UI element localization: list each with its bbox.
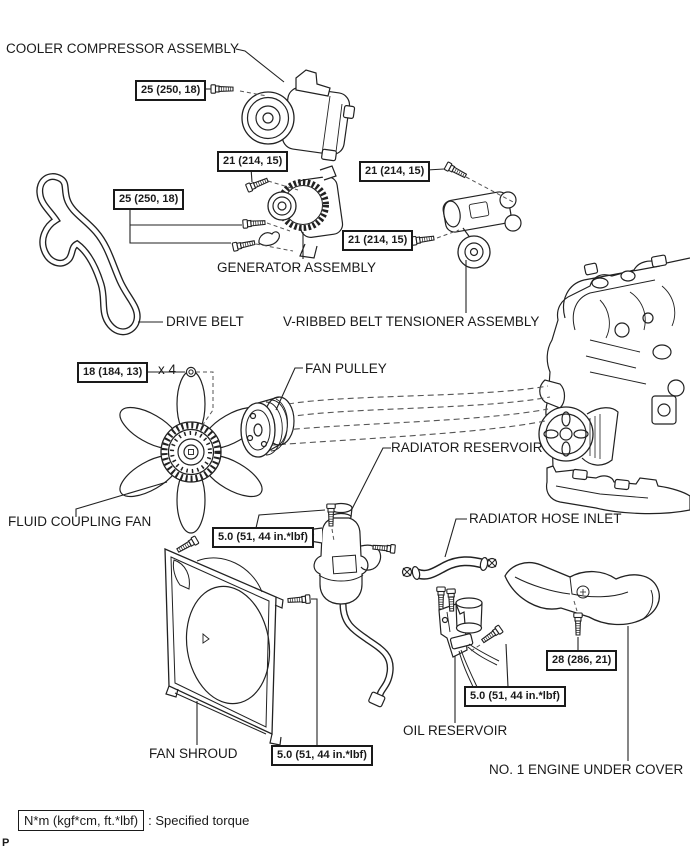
label-fan-shroud: FAN SHROUD (149, 746, 238, 761)
bolt-icon (176, 536, 199, 554)
torque-callout-generator-top-bolt: 21 (214, 15) (217, 151, 288, 172)
generator-drawing (259, 166, 344, 258)
torque-callout-generator-lower-bolts: 25 (250, 18) (113, 189, 184, 210)
oil-reservoir-drawing (439, 598, 499, 691)
compressor-drawing (242, 70, 355, 161)
bolt-icon (232, 239, 255, 252)
label-fan-pulley: FAN PULLEY (305, 361, 387, 376)
bolt-icon (444, 162, 467, 180)
fan-shroud-drawing (165, 549, 283, 745)
torque-legend (18, 810, 249, 831)
belt-routing-dashed-lines (260, 386, 550, 446)
torque-callout-fan-nuts: 18 (184, 13) (77, 362, 148, 383)
bolt-icon (373, 543, 396, 553)
torque-callout-shroud-bolts: 5.0 (51, 44 in.*lbf) (271, 745, 373, 766)
bolt-icon (211, 85, 233, 93)
label-generator: GENERATOR ASSEMBLY (217, 260, 377, 275)
bolt-icon (245, 176, 269, 192)
torque-callout-tensioner-top-bolt: 21 (214, 15) (359, 161, 430, 182)
torque-callout-tensioner-lower-bolt: 21 (214, 15) (342, 230, 413, 251)
label-cooler-compressor: COOLER COMPRESSOR ASSEMBLY (6, 41, 240, 56)
label-tensioner: V-RIBBED BELT TENSIONER ASSEMBLY (283, 314, 540, 329)
label-fluid-coupling-fan: FLUID COUPLING FAN (8, 514, 152, 529)
label-drive-belt: DRIVE BELT (166, 314, 244, 329)
bolt-icon (411, 234, 434, 245)
label-radiator-hose-inlet: RADIATOR HOSE INLET (469, 511, 622, 526)
fan-nut-quantity: x 4 (158, 362, 177, 377)
fluid-coupling-fan-drawing (114, 371, 268, 533)
bolt-icon (243, 218, 266, 228)
label-radiator-reservoir: RADIATOR RESERVOIR (391, 440, 543, 455)
fan-pulley-drawing (241, 397, 294, 457)
torque-callout-under-cover-bolt: 28 (286, 21) (546, 650, 617, 671)
bolt-icon (437, 587, 445, 609)
nut-icon (186, 367, 195, 376)
bolt-icon (288, 595, 311, 605)
torque-callout-compressor-bolt: 25 (250, 18) (135, 80, 206, 101)
torque-unit-note: : Specified torque (148, 813, 250, 828)
label-oil-reservoir: OIL RESERVOIR (403, 723, 508, 738)
bolt-icon (574, 613, 582, 635)
radiator-hose-drawing (403, 557, 497, 580)
tensioner-drawing (442, 191, 521, 268)
page-marker: P (2, 837, 10, 849)
torque-callout-reservoir-bolt: 5.0 (51, 44 in.*lbf) (212, 527, 314, 548)
label-engine-under-cover: NO. 1 ENGINE UNDER COVER (489, 762, 684, 777)
torque-unit-box: N*m (kgf*cm, ft.*lbf) (18, 810, 144, 831)
engine-drawing (539, 255, 690, 514)
bolt-icon (480, 625, 503, 644)
torque-callout-oil-reservoir-bolts: 5.0 (51, 44 in.*lbf) (464, 686, 566, 707)
